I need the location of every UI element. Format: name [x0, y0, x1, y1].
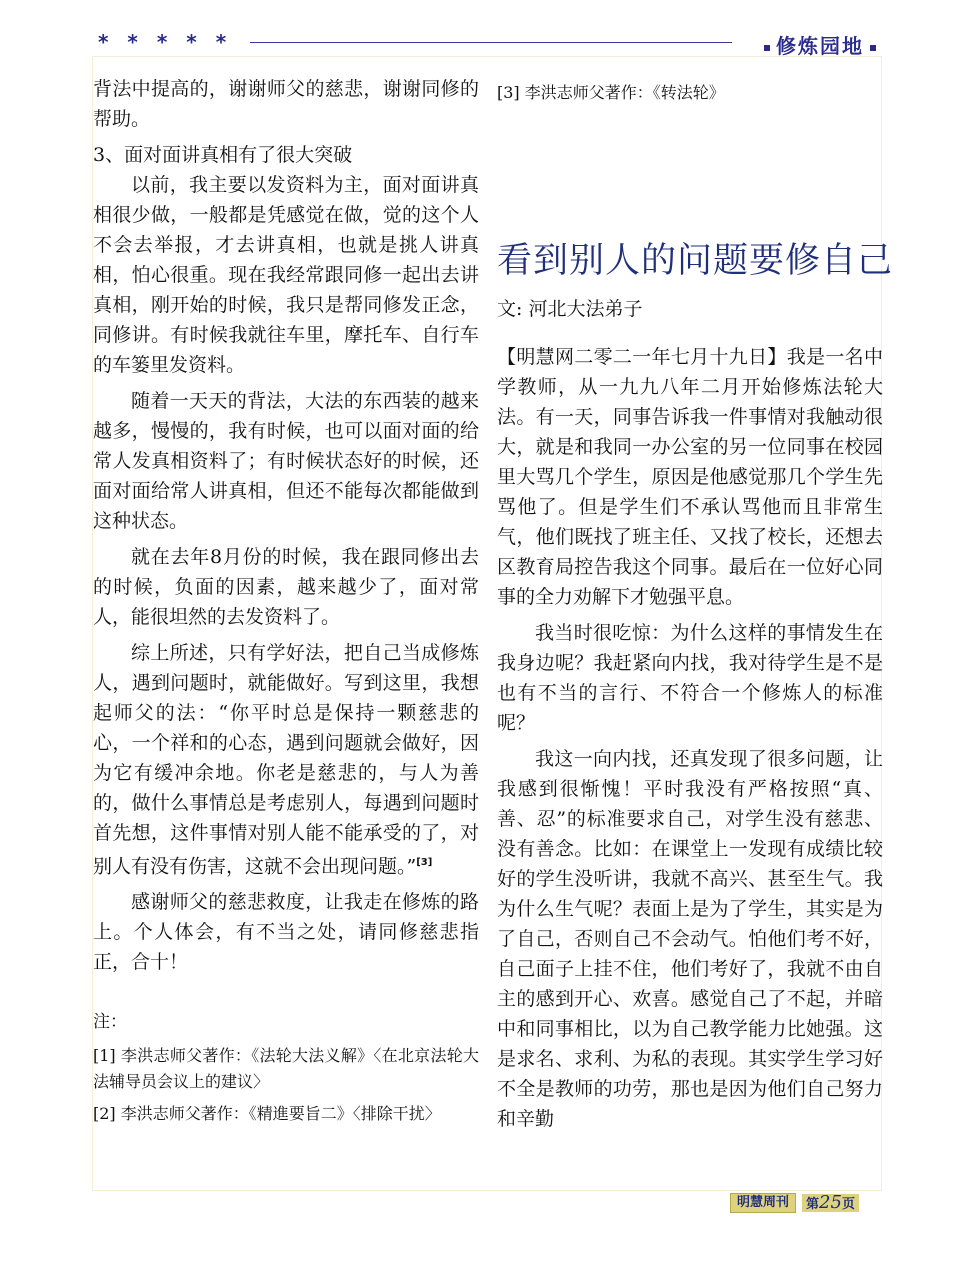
left-paragraph-3: 随着一天天的背法，大法的东西装的越来越多，慢慢的，我有时候，也可以面对面的给常人发真相资料了；有时候状态好的时候，还面对面给常人讲真相，但还不能每次都能做到这种状态。: [93, 390, 479, 532]
left-paragraph-5: [93, 638, 479, 881]
square-bullet-icon: [764, 45, 770, 51]
footnote-ref: [3]: [416, 857, 433, 868]
left-paragraph-1: 背法中提高的，谢谢师父的慈悲，谢谢同修的帮助。: [93, 78, 479, 130]
left-paragraph-2: 以前，我主要以发资料为主，面对面讲真相很少做，一般都是凭感觉在做，觉的这个人不会去举报，才去讲真相，也就是挑人讲真相，怕心很重。现在我经常跟同修一起出去讲真相，刚开始的时候，我只是帮同修发正念，同修讲。有时候我就往车里，摩托车、自行车的车篓里发资料。: [93, 174, 479, 376]
section-label: [758, 30, 882, 59]
page-number-value: 25: [819, 1192, 842, 1213]
right-paragraph-3: 我这一向内找，还真发现了很多问题，让我感到很惭愧！平时我没有严格按照“真、善、忍”的标准要求自己，对学生没有慈悲、没有善念。比如：在课堂上一发现有成绩比较好的学生没听讲，我就不高兴、甚至生气。我为什么生气呢？表面上是为了学生，其实是为了自己，否则自己不会动气。怕他们考不好，自己面子上挂不住，他们考好了，我就不由自主的感到开心、欢喜。感觉自己了不起，并暗中和同事相比，以为自己教学能力比她强。这是求名、求利、为私的表现。其实学生学习好不全是教师的功劳，那也是因为他们自己努力和辛勤: [497, 748, 883, 1130]
right-paragraph-1: 【明慧网二零二一年七月十九日】我是一名中学教师，从一九九八年二月开始修炼法轮大法。有一天，同事告诉我一件事情对我触动很大，就是和我同一办公室的另一位同事在校园里大骂几个学生，原因是他感觉那几个学生先骂他了。但是学生们不承认骂他而且非常生气，他们既找了班主任、又找了校长，还想去区教育局控告我这个同事。最后在一位好心同事的全力劝解下才勉强平息。: [497, 346, 883, 608]
left-column: [93, 74, 479, 1127]
byline: 文: 河北大法弟子: [497, 298, 643, 320]
decorative-stars: * * * * *: [98, 30, 233, 54]
left-paragraph-4: 就在去年8月份的时候，我在跟同修出去的时候，负面的因素，越来越少了，面对常人，能很坦然的去发资料了。: [93, 546, 479, 628]
header-rule: [250, 42, 732, 43]
subheading-3: 3、面对面讲真相有了很大突破: [93, 144, 353, 166]
footnote-3: [3] 李洪志师父著作：《转法轮》: [497, 83, 725, 102]
footnote-1: [1] 李洪志师父著作：《法轮大法义解》〈在北京法轮大法辅导员会议上的建议〉: [93, 1046, 479, 1092]
footnote-2: [2] 李洪志师父著作：《精進要旨二》〈排除干扰〉: [93, 1104, 441, 1124]
square-bullet-icon: [870, 45, 876, 51]
article-title: 看到别人的问题要修自己: [497, 241, 894, 281]
section-title: 修炼园地: [776, 34, 864, 58]
page-number: 第25页: [802, 1194, 859, 1212]
notes-heading: 注：: [93, 1012, 127, 1033]
left-paragraph-6: 感谢师父的慈悲救度，让我走在修炼的路上。个人体会，有不当之处，请同修慈悲指正，合十！: [93, 891, 479, 974]
right-column: [497, 74, 894, 1134]
right-paragraph-2: 我当时很吃惊：为什么这样的事情发生在我身边呢？我赶紧向内找，我对待学生是不是也有不当的言行、不符合一个修炼人的标准呢？: [497, 622, 883, 734]
quote-text: 综上所述，只有学好法，把自己当成修炼人，遇到问题时，就能做好。写到这里，我想起师父的法：“你平时总是保持一颗慈悲的心，一个祥和的心态，遇到问题就会做好，因为它有缓冲余地。你老是慈悲的，与人为善的，做什么事情总是考虑别人，每遇到问题时首先想，这件事情对别人能不能承受的了，对别人有没有伤害，这就不会出现问题。”: [93, 642, 479, 878]
publication-badge: 明慧周刊: [730, 1193, 796, 1213]
page-footer: [730, 1193, 859, 1213]
